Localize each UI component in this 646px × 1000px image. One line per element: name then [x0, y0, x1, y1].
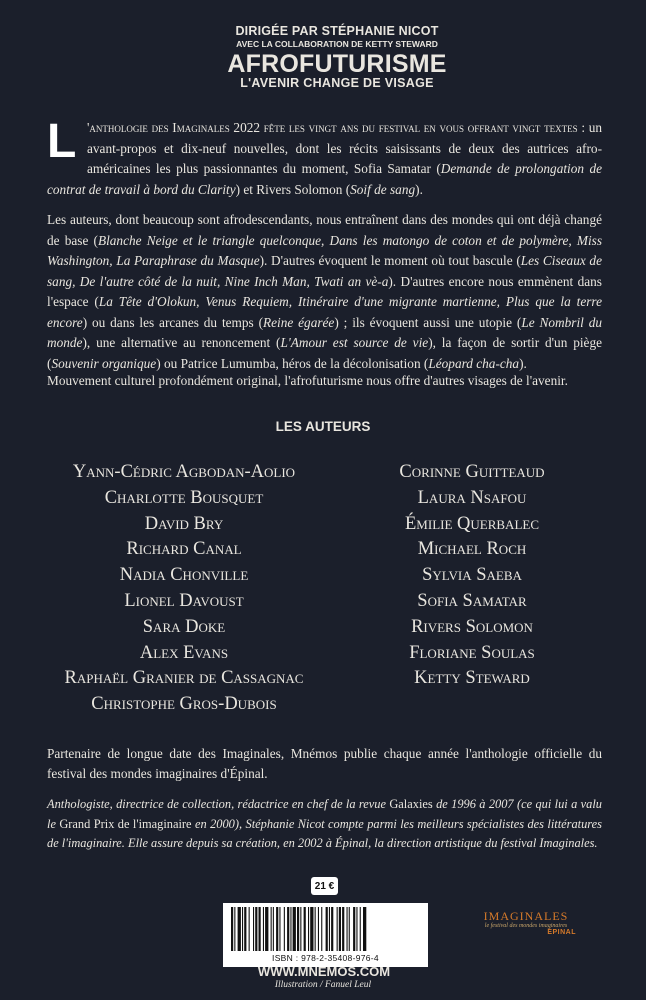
- barcode-bar: [253, 907, 254, 951]
- barcode-bar: [265, 907, 268, 951]
- author-name: Floriane Soulas: [409, 642, 535, 663]
- barcode-bar: [242, 907, 243, 951]
- paragraph-text: Les auteurs, dont beaucoup sont afrodescendants, nous entraînent dans des mondes qui ont déjà changé de base (: [47, 212, 602, 248]
- barcode-bar: [326, 907, 328, 951]
- barcode-bar: [284, 907, 285, 951]
- book-title: AFROFUTURISME: [227, 50, 447, 78]
- paragraph-text: ) ; ils évoquent aussi une utopie (: [334, 314, 522, 330]
- barcode-bar: [349, 907, 350, 951]
- price-tag: 21 €: [311, 877, 338, 895]
- story-title: L'Amour est source de vie: [280, 335, 429, 350]
- author-name: Alex Evans: [139, 642, 229, 663]
- intro-text: ).: [415, 181, 423, 197]
- barcode-bar: [244, 907, 246, 951]
- story-title: Blanche Neige et le triangle quelconque, Dans les matongo de coton et de polymère, Miss Washington, La Paraphrase du Masque: [47, 232, 602, 268]
- story-title: Reine égarée: [263, 314, 335, 330]
- barcode-bar: [290, 907, 291, 951]
- intro-smallcaps: 'anthologie des Imaginales 2022 fête les vingt ans du festival en vous offrant vingt textes: [87, 120, 578, 135]
- barcode-bar: [279, 907, 280, 951]
- author-name: Rivers Solomon: [411, 616, 533, 637]
- barcode-bar: [238, 907, 241, 951]
- author-name: Sylvia Saeba: [422, 565, 522, 586]
- intro-paragraph: [47, 115, 603, 200]
- author-name: Ketty Steward: [414, 668, 530, 689]
- bio-text: de 1996 à 2007 (ce qui lui a valu le: [47, 797, 603, 831]
- story-title: La Tête d'Olokun, Venus Requiem, Itinéraire d'une migrante martienne, Plus que la terre encore: [47, 294, 602, 330]
- intro-text: ) et Rivers Solomon (: [235, 181, 351, 197]
- barcode-bar: [300, 907, 301, 951]
- authors-heading: LES AUTEURS: [275, 419, 371, 434]
- isbn: ISBN : 978-2-35408-976-4: [272, 953, 379, 963]
- barcode-bar: [342, 907, 344, 951]
- author-name: Laura Nsafou: [417, 487, 527, 508]
- barcode-bar: [263, 907, 264, 951]
- book-subtitle: L'AVENIR CHANGE DE VISAGE: [240, 76, 434, 90]
- barcode-bar: [360, 907, 361, 951]
- paragraph-text: ) ou Patrice Lumumba, héros de la décolonisation (: [156, 355, 429, 371]
- intro-text: : un avant-propos et dix-neuf nouvelles, dont les récits saisissants de deux des autrices afro-américaines les plus passionnantes du moment, Sofia Samatar (: [87, 120, 603, 176]
- bio-text: Anthologiste, directrice de collection, rédactrice en chef de la revue: [47, 797, 390, 811]
- barcode-bar: [363, 907, 366, 951]
- barcode-bar: [353, 907, 355, 951]
- logo-city: ÉPINAL: [547, 929, 576, 936]
- director-line: DIRIGÉE PAR STÉPHANIE NICOT: [235, 24, 439, 38]
- author-name: Sara Doke: [142, 616, 226, 637]
- editor-bio: [47, 795, 602, 854]
- collaboration-line: AVEC LA COLLABORATION DE KETTY STEWARD: [236, 39, 438, 49]
- barcode-bars: [229, 907, 422, 951]
- barcode-bar: [276, 907, 278, 951]
- barcode-bar: [231, 907, 233, 951]
- barcode: [223, 903, 428, 967]
- author-name: David Bry: [144, 513, 224, 534]
- paragraph-text: ). D'autres évoquent le moment où tout bascule (: [259, 253, 521, 268]
- website-link[interactable]: WWW.MNEMOS.COM: [257, 964, 391, 979]
- bio-roman: Galaxies: [389, 797, 433, 811]
- closing-paragraph: Mouvement culturel profondément original, l'afrofuturisme nous offre d'autres visages de l'avenir.: [47, 373, 568, 388]
- author-name: Nadia Chonville: [119, 565, 249, 586]
- barcode-bar: [329, 907, 330, 951]
- story-title: Souvenir organique: [51, 355, 157, 371]
- barcode-bar: [337, 907, 338, 951]
- barcode-bar: [308, 907, 309, 951]
- bio-text: en 2000), Stéphanie Nicot compte parmi les meilleurs spécialistes des littératures de l'imaginaire. Elle assure depuis sa création, en 2002 à Épinal, la direction artistique du festival Imaginales.: [47, 816, 602, 850]
- bio-roman: Grand Prix de l'imaginaire: [59, 816, 192, 831]
- stories-paragraph: [47, 210, 602, 374]
- barcode-bar: [297, 907, 299, 951]
- author-name: Christophe Gros-Dubois: [91, 694, 277, 715]
- author-name: Émilie Querbalec: [405, 513, 539, 534]
- paragraph-text: ), une alternative au renoncement (: [82, 335, 281, 350]
- author-name: Michael Roch: [417, 539, 527, 560]
- barcode-bar: [331, 907, 333, 951]
- illustration-credit: Illustration / Fanuel Leul: [274, 980, 372, 990]
- barcode-bar: [234, 907, 235, 951]
- barcode-bar: [315, 907, 316, 951]
- intro-italic-title: Demande de prolongation de contrat de travail à bord du Clarity: [47, 161, 602, 197]
- author-name: Charlotte Bousquet: [104, 487, 264, 508]
- authors-left-column: [34, 460, 334, 718]
- barcode-bar: [356, 907, 357, 951]
- publisher-paragraph: Partenaire de longue date des Imaginales, Mnémos publie chaque année l'anthologie officielle du festival des mondes imaginaires d'Épinal.: [47, 746, 602, 781]
- author-name: Raphaël Granier de Cassagnac: [64, 668, 304, 689]
- author-name: Lionel Davoust: [124, 590, 244, 611]
- paragraph-text: ) ou dans les arcanes du temps (: [82, 314, 264, 330]
- intro-italic-title: Soif de sang: [350, 181, 416, 197]
- barcode-bar: [321, 907, 322, 951]
- paragraph-text: ). D'autres encore nous emmènent dans l'espace (: [47, 273, 602, 309]
- paragraph-text: ).: [519, 355, 527, 371]
- barcode-bar: [304, 907, 306, 951]
- barcode-bar: [259, 907, 261, 951]
- logo-name: imaginales: [483, 904, 569, 924]
- drop-cap: L: [47, 115, 77, 168]
- story-title: Léopard cha-cha: [428, 355, 520, 371]
- story-title: Le Nombril du monde: [47, 314, 603, 350]
- barcode-bar: [347, 907, 348, 951]
- author-name: Sofia Samatar: [417, 590, 527, 611]
- barcode-bar: [249, 907, 250, 951]
- author-name: Richard Canal: [126, 539, 242, 560]
- paragraph-text: ), la façon de sortir d'un piège (: [47, 335, 603, 371]
- barcode-bar: [255, 907, 257, 951]
- barcode-bar: [293, 907, 296, 951]
- imaginales-logo: [446, 904, 606, 936]
- barcode-bar: [339, 907, 341, 951]
- barcode-bar: [273, 907, 274, 951]
- barcode-bar: [271, 907, 272, 951]
- barcode-bar: [287, 907, 289, 951]
- header: [0, 24, 646, 90]
- author-name: Yann-Cédric Agbodan-Aolio: [72, 462, 296, 482]
- logo-tagline: le festival des mondes imaginaires: [484, 923, 568, 929]
- story-title: Les Ciseaux de sang, De l'autre côté de la nuit, Nine Inch Man, Twati an vè-a: [47, 253, 602, 289]
- author-name: Corinne Guitteaud: [399, 462, 545, 482]
- barcode-bar: [318, 907, 319, 951]
- barcode-bar: [310, 907, 313, 951]
- authors-right-column: [322, 460, 622, 692]
